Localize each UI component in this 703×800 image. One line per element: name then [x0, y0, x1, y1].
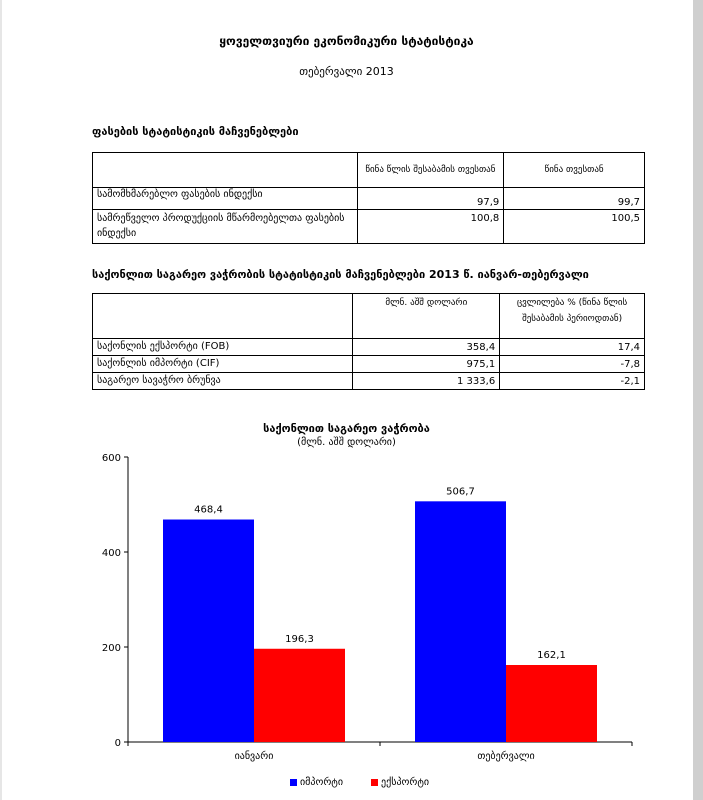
table-cell: 100,8 [357, 210, 504, 244]
y-tick-label: 400 [101, 548, 121, 559]
bar-import [163, 520, 254, 742]
bar-export [506, 665, 597, 742]
table-row [93, 356, 645, 373]
table-header-row [93, 294, 645, 339]
price-stats-table [92, 152, 645, 244]
table-cell: 17,4 [500, 339, 645, 356]
table-cell: 1 333,6 [353, 373, 500, 390]
column-header: წინა თვესთან [504, 153, 645, 188]
table-header-row [93, 153, 645, 188]
row-label: სამომხმარებლო ფასების ინდექსი [93, 188, 358, 210]
viewer-scrollbar[interactable] [693, 0, 703, 800]
table-cell: -2,1 [500, 373, 645, 390]
trade-stats-heading: საქონლით საგარეო ვაჭრობის სტატისტიკის მაჩვენებლები 2013 წ. იანვარ-თებერვალი [92, 268, 589, 281]
chart-legend [290, 777, 429, 788]
y-tick-label: 600 [101, 453, 121, 464]
legend-label: იმპორტი [300, 777, 344, 788]
data-label: 196,3 [285, 633, 314, 645]
chart-title: საქონლით საგარეო ვაჭრობა [263, 422, 430, 435]
table-cell [93, 153, 358, 188]
y-tick-label: 0 [114, 738, 121, 749]
table-cell: 100,5 [504, 210, 645, 244]
column-header: მლნ. აშშ დოლარი [353, 294, 500, 339]
legend-swatch [290, 779, 297, 786]
x-tick-label: თებერვალი [477, 751, 535, 762]
legend-label: ექსპორტი [381, 777, 430, 788]
table-cell [93, 294, 353, 339]
bar-chart [0, 450, 693, 775]
table-cell: -7,8 [500, 356, 645, 373]
legend-swatch [371, 779, 378, 786]
trade-stats-table [92, 293, 645, 390]
table-cell: 975,1 [353, 356, 500, 373]
table-row [93, 188, 645, 210]
bar-import [415, 501, 506, 742]
price-stats-heading: ფასების სტატისტიკის მაჩვენებლები [92, 125, 299, 138]
y-tick-label: 200 [101, 643, 121, 654]
table-row [93, 210, 645, 244]
row-label: საგარეო სავაჭრო ბრუნვა [93, 373, 353, 390]
table-cell: 99,7 [504, 188, 645, 210]
data-label: 468,4 [194, 504, 223, 516]
chart-subtitle: (მლნ. აშშ დოლარი) [297, 437, 396, 448]
column-header: წინა წლის შესაბამის თვესთან [357, 153, 504, 188]
legend-item [290, 777, 343, 788]
table-cell: 358,4 [353, 339, 500, 356]
table-row [93, 373, 645, 390]
document-period: თებერვალი 2013 [299, 65, 394, 78]
document-title: ყოველთვიური ეკონომიკური სტატისტიკა [219, 34, 474, 48]
column-header: ცვლილება % (წინა წლის შესაბამის პერიოდთან) [500, 294, 645, 339]
legend-item [371, 777, 429, 788]
table-cell: 97,9 [357, 188, 504, 210]
data-label: 506,7 [446, 486, 475, 498]
data-label: 162,1 [537, 650, 566, 662]
bar-export [254, 649, 345, 742]
row-label: საქონლის იმპორტი (CIF) [93, 356, 353, 373]
row-label: საქონლის ექსპორტი (FOB) [93, 339, 353, 356]
x-tick-label: იანვარი [234, 751, 274, 762]
table-row [93, 339, 645, 356]
row-label: სამრეწველო პროდუქციის მწარმოებელთა ფასების ინდექსი [93, 210, 358, 244]
